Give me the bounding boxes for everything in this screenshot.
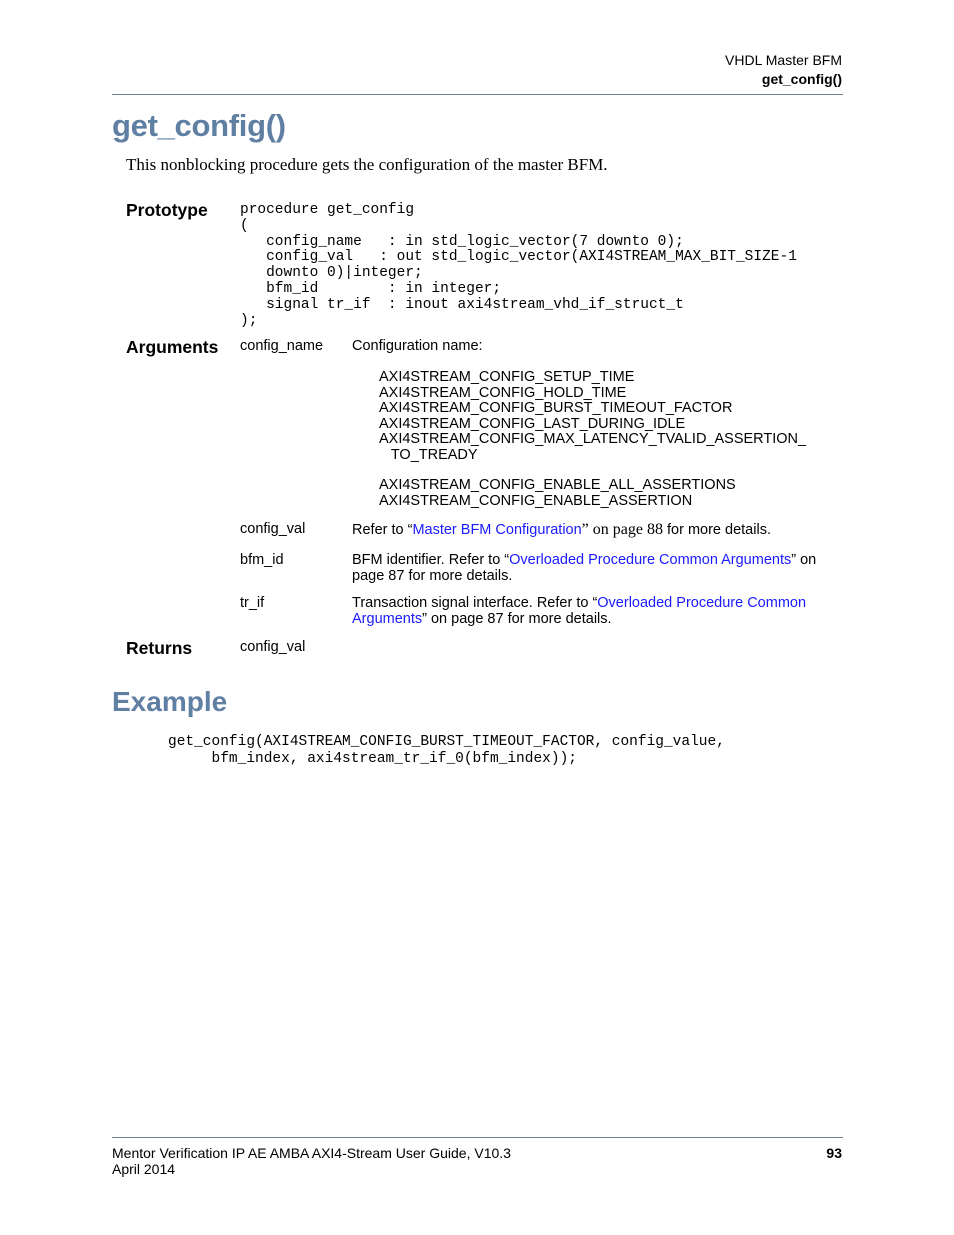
arg-desc-tr-if <box>352 595 844 627</box>
arg-name-config-name: config_name <box>240 338 324 354</box>
header-rule <box>112 94 843 95</box>
example-heading: Example <box>112 686 228 717</box>
desc-page-ref: ” on page 88 <box>581 521 663 538</box>
desc-text: ” on page 87 for more details. <box>422 611 612 627</box>
link-overloaded-procedure-common-arguments[interactable]: Overloaded Procedure Common Arguments <box>509 552 792 568</box>
desc-text: for more details. <box>662 522 771 538</box>
config-constants-list-2: AXI4STREAM_CONFIG_ENABLE_ALL_ASSERTIONS AXI4STREAM_CONFIG_ENABLE_ASSERTION <box>379 477 736 509</box>
arg-desc-config-val <box>352 522 844 538</box>
arg-desc-bfm-id <box>352 552 844 584</box>
config-constants-list: AXI4STREAM_CONFIG_SETUP_TIME AXI4STREAM_CONFIG_HOLD_TIME AXI4STREAM_CONFIG_BURST_TIMEOUT_FACTOR AXI4STREAM_CONFIG_LAST_DURING_IDLE AXI4STREAM_CONFIG_MAX_LATENCY_TVALID_ASSERTION_ TO_TREADY <box>379 369 807 463</box>
prototype-label: Prototype <box>126 200 208 220</box>
returns-value: config_val <box>240 639 306 655</box>
footer-date: April 2014 <box>112 1161 176 1177</box>
footer-rule <box>112 1137 843 1138</box>
running-header-section: VHDL Master BFM <box>725 52 842 68</box>
desc-text: ” on page 87 for more details. <box>352 552 817 584</box>
page-title: get_config() <box>112 108 286 143</box>
arg-desc-config-name: Configuration name: <box>352 338 483 354</box>
desc-text: BFM identifier. Refer to “ <box>352 552 510 568</box>
prototype-code: procedure get_config ( config_name : in std_logic_vector(7 downto 0); config_val : out std_logic_vector(AXI4STREAM_MAX_BIT_SIZE-1 downto 0)|integer; bfm_id : in integer; signal tr_if : inout axi4stream_vhd_if_struct_t ); <box>240 202 797 329</box>
intro-paragraph: This nonblocking procedure gets the configuration of the master BFM. <box>126 155 608 174</box>
desc-text: Transaction signal interface. Refer to “ <box>352 595 598 611</box>
page-number: 93 <box>826 1145 842 1161</box>
footer-guide-info <box>112 1145 511 1177</box>
arg-name-bfm-id: bfm_id <box>240 552 284 568</box>
running-header-subsection: get_config() <box>761 71 842 87</box>
returns-label: Returns <box>126 638 193 658</box>
arguments-label: Arguments <box>126 337 219 357</box>
arg-name-config-val: config_val <box>240 521 306 537</box>
link-master-bfm-configuration[interactable]: Master BFM Configuration <box>412 522 582 538</box>
arg-name-tr-if: tr_if <box>240 595 265 611</box>
example-code: get_config(AXI4STREAM_CONFIG_BURST_TIMEOUT_FACTOR, config_value, bfm_index, axi4stream_tr_if_0(bfm_index)); <box>168 734 725 767</box>
desc-text: Refer to “ <box>352 522 413 538</box>
footer-guide-title: Mentor Verification IP AE AMBA AXI4-Stream User Guide, V10.3 <box>112 1145 511 1161</box>
link-overloaded-procedure-common-arguments[interactable]: Overloaded Procedure Common Arguments <box>352 595 807 627</box>
